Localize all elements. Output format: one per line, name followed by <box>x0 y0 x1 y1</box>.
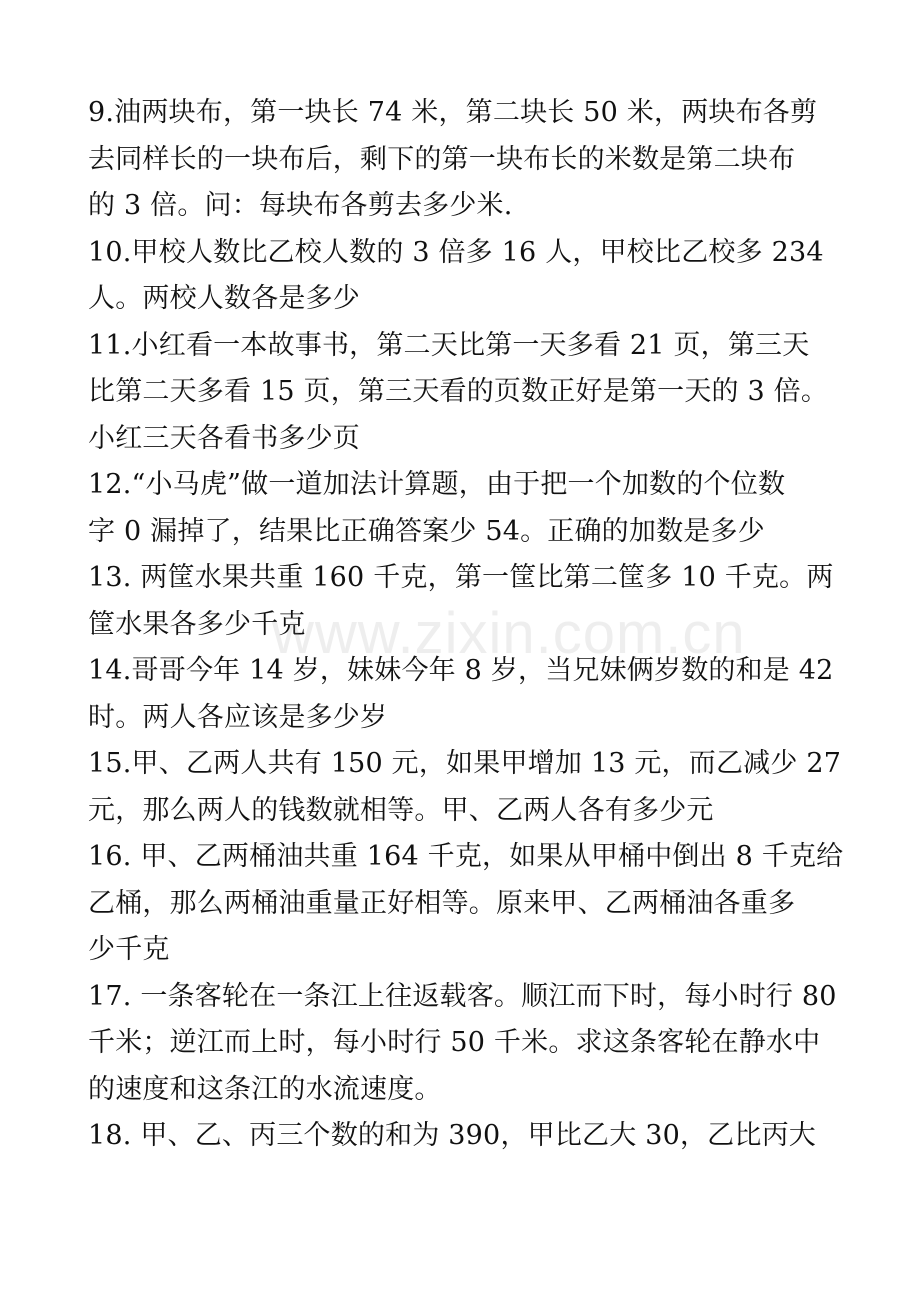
text-line-18: 乙桶，那么两桶油重量正好相等。原来甲、乙两桶油各重多 <box>88 887 796 919</box>
text-line-17: 16. 甲、乙两桶油共重 164 千克，如果从甲桶中倒出 8 千克给 <box>88 841 844 872</box>
text-line-10: 字 0 漏掉了，结果比正确答案少 54。正确的加数是多少 <box>88 515 765 547</box>
text-line-23: 18. 甲、乙、丙三个数的和为 390，甲比乙大 30，乙比丙大 <box>88 1120 816 1151</box>
text-line-19: 少千克 <box>88 934 170 965</box>
text-line-5: 人。两校人数各是多少 <box>88 283 360 314</box>
text-line-3: 的 3 倍。问：每块布各剪去多少米. <box>88 190 513 221</box>
text-line-1: 9.油两块布，第一块长 74 米，第二块长 50 米，两块布各剪 <box>88 97 818 128</box>
text-line-21: 千米；逆江而上时，每小时行 50 千米。求这条客轮在静水中 <box>88 1027 821 1058</box>
text-line-8: 小红三天各看书多少页 <box>88 422 360 454</box>
text-line-13: 14.哥哥今年 14 岁，妹妹今年 8 岁，当兄妹俩岁数的和是 42 <box>88 655 834 686</box>
text-line-12: 筐水果各多少千克 <box>88 608 306 640</box>
text-line-6: 11.小红看一本故事书，第二天比第一天多看 21 页，第三天 <box>88 329 810 361</box>
text-line-16: 元，那么两人的钱数就相等。甲、乙两人各有多少元 <box>88 794 714 826</box>
text-line-14: 时。两人各应该是多少岁 <box>88 701 388 733</box>
text-line-20: 17. 一条客轮在一条江上往返载客。顺江而下时，每小时行 80 <box>88 980 837 1012</box>
text-line-7: 比第二天多看 15 页，第三天看的页数正好是第一天的 3 倍。 <box>88 376 829 407</box>
document-body <box>88 90 844 1160</box>
text-line-11: 13. 两筐水果共重 160 千克，第一筐比第二筐多 10 千克。两 <box>88 562 834 593</box>
text-line-22: 的速度和这条江的水流速度。 <box>88 1073 442 1105</box>
text-line-2: 去同样长的一块布后，剩下的第一块布长的米数是第二块布 <box>88 143 796 175</box>
text-line-4: 10.甲校人数比乙校人数的 3 倍多 16 人，甲校比乙校多 234 <box>88 236 824 268</box>
watermark: www.zixin.com.cn <box>272 601 746 666</box>
text-line-15: 15.甲、乙两人共有 150 元，如果甲增加 13 元，而乙减少 27 <box>88 748 842 779</box>
text-line-9: 12.“小马虎”做一道加法计算题，由于把一个加数的个位数 <box>88 469 786 500</box>
